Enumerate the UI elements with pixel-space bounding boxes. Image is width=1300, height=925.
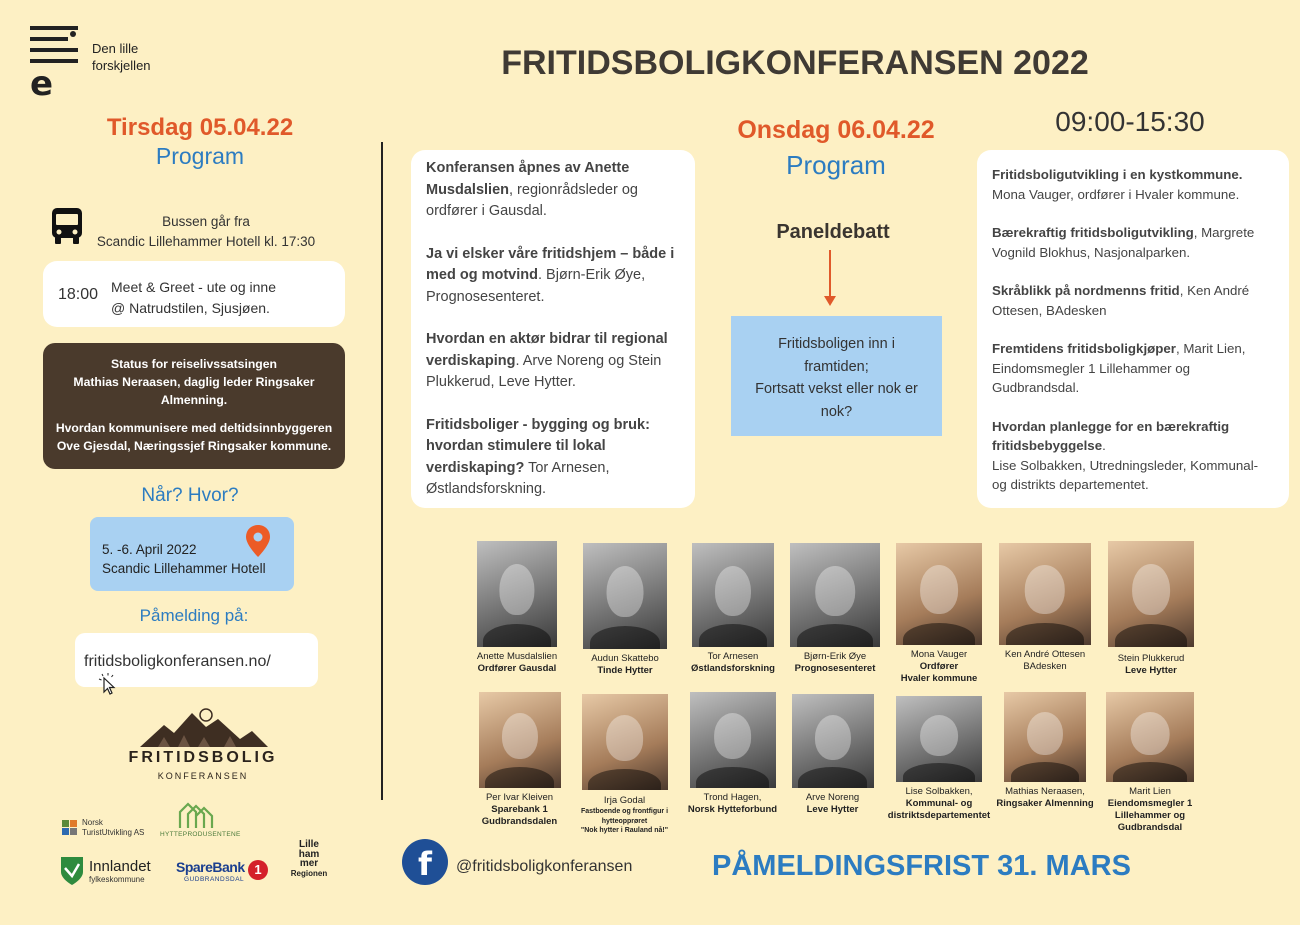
facebook-icon[interactable]: f <box>402 839 448 885</box>
fritidsbolig-logo-word1: FRITIDSBOLIG <box>128 749 278 766</box>
sponsor-norsk-turistutvikling <box>62 818 152 840</box>
speaker-photo <box>792 694 874 788</box>
speaker-role: Ordfører Gausdal <box>477 663 557 674</box>
speaker-role: Hvaler kommune <box>900 673 978 684</box>
speaker-name: Arve Noreng <box>805 792 860 803</box>
p1-bold2: Musdalslien <box>426 181 509 198</box>
speaker-role: Gudbrandsdal <box>1117 822 1183 833</box>
signup-heading: Påmelding på: <box>139 606 249 625</box>
sponsor-innlandet-line2: fylkeskommune <box>89 875 145 884</box>
speaker-name: Audun Skattebo <box>591 653 659 664</box>
location-place: Scandic Lillehammer Hotell <box>102 561 266 576</box>
speaker-role: Østlandsforskning <box>691 663 775 674</box>
day2-afternoon-card <box>977 150 1289 508</box>
p1-rest1: , regionrådsleder og <box>509 181 638 198</box>
location-pin-icon <box>245 524 271 563</box>
speaker-card <box>780 543 890 675</box>
sponsor-hytteprodusentene <box>160 800 240 842</box>
speaker-name: Mathias Neraasen, <box>1005 786 1085 797</box>
meet-greet-time: 18:00 <box>58 286 99 303</box>
meet-greet-line2: @ Natrudstilen, Sjusjøen. <box>111 300 270 316</box>
program-item-kystkommune <box>992 165 1287 204</box>
sponsor-sparebank <box>176 858 271 888</box>
speaker-card <box>678 543 788 675</box>
speaker-photo <box>1106 692 1194 782</box>
meet-greet-card <box>43 261 345 327</box>
status-box <box>43 343 345 469</box>
speaker-role: distriktsdepartementet <box>887 810 991 821</box>
p4-bold1: Fritidsboliger - bygging og bruk: <box>426 416 650 433</box>
registration-deadline: PÅMELDINGSFRIST 31. MARS <box>712 850 1131 882</box>
program-item-baerekraftig <box>992 223 1287 262</box>
speaker-card <box>990 543 1100 673</box>
bus-text-line2: Scandic Lillehammer Hotell kl. 17:30 <box>96 234 316 249</box>
logo-text-line1: Den lille <box>92 41 139 56</box>
speaker-photo <box>896 543 982 645</box>
panel-line1: Fritidsboligen inn i <box>778 336 895 352</box>
speaker-name: Bjørn-Erik Øye <box>803 651 867 662</box>
speaker-role: Kommunal- og <box>905 798 973 809</box>
i4-rest2: Eindomsmegler 1 Lillehammer og <box>992 360 1191 376</box>
status-line4: Hvordan kommunisere med deltidsinnbyggeren <box>55 421 333 435</box>
bus-icon <box>50 206 84 246</box>
panel-line3: Fortsatt vekst eller nok er <box>755 381 918 397</box>
speaker-role: Leve Hytter <box>1125 665 1177 676</box>
program-item-fremtidens <box>992 339 1287 398</box>
speaker-role: Ringsaker Almenning <box>996 798 1094 809</box>
panel-topic-box <box>731 316 942 436</box>
speaker-name: Lise Solbakken, <box>905 786 973 797</box>
arrow-down-icon <box>823 250 837 313</box>
speaker-photo <box>692 543 774 647</box>
speaker-card <box>462 541 572 675</box>
logo-dot-icon <box>70 31 76 37</box>
p4-bold2: hvordan stimulere til lokal <box>426 438 606 454</box>
speaker-photo <box>582 694 668 790</box>
speaker-role: hytteopprøret <box>601 817 648 825</box>
conference-time: 09:00-15:30 <box>1055 106 1205 137</box>
speaker-name: Ken André Ottesen <box>1004 649 1086 660</box>
p2-rest1: . Bjørn-Erik Øye, <box>537 267 646 283</box>
i1-rest: Mona Vauger, ordfører i Hvaler kommune. <box>992 186 1240 202</box>
p3-rest1: . Arve Noreng og Stein <box>515 352 662 369</box>
p1-rest2: ordfører i Gausdal. <box>426 203 547 219</box>
speaker-name: Tor Arnesen <box>707 651 759 662</box>
status-line5: Ove Gjesdal, Næringssjef Ringsaker kommune. <box>56 439 332 453</box>
sponsor-norsk-line2: TuristUtvikling AS <box>82 828 145 837</box>
speaker-card <box>1096 541 1206 677</box>
p1-bold1: Konferansen åpnes av Anette <box>426 160 630 176</box>
signup-url-link[interactable]: fritidsboligkonferansen.no/ <box>84 653 271 670</box>
speaker-role: Norsk Hytteforbund <box>687 804 778 815</box>
i1-bold: Fritidsboligutvikling i en kystkommune. <box>992 167 1243 182</box>
sponsor-lille-line3: mer <box>299 858 319 869</box>
speaker-card <box>884 543 994 685</box>
day2-morning-card <box>411 150 695 508</box>
when-where-heading: Når? Hvor? <box>141 485 239 506</box>
speaker-photo <box>477 541 557 647</box>
speaker-photo <box>583 543 667 649</box>
speaker-role: Tinde Hytter <box>597 665 653 676</box>
status-line1: Status for reiselivssatsingen <box>111 357 277 371</box>
sponsor-sparebank-line2: GUDBRANDSDAL <box>184 876 245 883</box>
panel-line4: nok? <box>820 403 853 420</box>
i3-bold: Skråblikk på nordmenns fritid <box>992 283 1180 298</box>
speaker-role: BAdesken <box>1023 661 1067 672</box>
speaker-card <box>780 694 885 816</box>
program-item-fritidshjem <box>426 244 691 309</box>
speaker-name: Per Ivar Kleiven <box>485 792 554 803</box>
speaker-photo <box>690 692 776 788</box>
speaker-name: Marit Lien <box>1129 786 1171 797</box>
day2-heading: Onsdag 06.04.22 <box>737 116 935 144</box>
i5-bold1: Hvordan planlegge for en bærekraftig <box>992 418 1230 434</box>
speaker-name: Anette Musdalslien <box>476 651 558 662</box>
column-divider <box>381 142 383 800</box>
program-item-skraablikk <box>992 281 1287 320</box>
sponsor-norsk-line1: Norsk <box>82 818 103 827</box>
p2-rest2: Prognosesenteret. <box>426 288 545 305</box>
fritidsbolig-logo-word2: KONFERANSEN <box>157 771 249 781</box>
speaker-card <box>572 694 677 836</box>
p4-bold3: verdiskaping? <box>426 459 525 476</box>
speaker-photo <box>1108 541 1194 647</box>
bus-text-line1: Bussen går fra <box>162 214 250 229</box>
speaker-card <box>680 692 785 816</box>
speaker-photo <box>896 696 982 782</box>
speaker-role: Gudbrandsdalen <box>481 816 558 827</box>
i4-bold: Fremtidens fritidsboligkjøper <box>992 341 1176 356</box>
speaker-card <box>462 692 577 828</box>
i5-rest2: Lise Solbakken, Utredningsleder, Kommunal- <box>992 457 1259 473</box>
location-date: 5. -6. April 2022 <box>102 542 197 557</box>
sponsor-lille-line1: Lille <box>298 839 319 850</box>
p3-bold2: verdiskaping <box>426 352 516 369</box>
hytteprodusentene-icon <box>178 800 214 828</box>
speaker-role: Ordfører <box>919 661 959 672</box>
status-line3: Almenning. <box>160 393 228 407</box>
speaker-card <box>990 692 1100 810</box>
cursor-click-icon <box>98 672 120 701</box>
p3-rest2: Plukkerud, Leve Hytter. <box>426 374 576 390</box>
speaker-photo <box>790 543 880 647</box>
i4-rest3: Gudbrandsdal. <box>992 380 1080 395</box>
i4-rest1: , Marit Lien, <box>1175 341 1246 356</box>
i3-rest1: , Ken André <box>1179 283 1250 298</box>
p2-bold1: Ja vi elsker våre fritidshjem – både i <box>426 245 675 262</box>
program-item-opening <box>426 158 691 223</box>
i2-rest1: , Margrete <box>1193 225 1255 240</box>
i3-rest2: Ottesen, BAdesken <box>992 302 1107 318</box>
organizer-logo <box>30 26 170 106</box>
speaker-photo <box>479 692 561 788</box>
fritidsbolig-logo <box>118 705 288 785</box>
sponsor-innlandet <box>60 856 170 888</box>
sponsor-lille-line2: ham <box>298 848 320 860</box>
sponsor-lillehammer-regionen <box>284 840 334 882</box>
i2-rest2: Vognild Blokhus, Nasjonalparken. <box>992 244 1191 260</box>
i2-bold: Bærekraftig fritidsboligutvikling <box>992 225 1194 240</box>
i5-rest1: . <box>1102 438 1106 453</box>
location-box <box>90 517 294 591</box>
p4-rest2: Østlandsforskning. <box>426 481 547 497</box>
speaker-role: Eiendomsmegler 1 <box>1107 798 1193 809</box>
day1-heading: Tirsdag 05.04.22 <box>106 114 294 141</box>
speaker-name: Stein Plukkerud <box>1117 653 1185 664</box>
sparebank-1-icon: 1 <box>248 860 268 880</box>
p3-bold1: Hvordan en aktør bidrar til regional <box>426 331 668 347</box>
program-item-planlegge <box>992 417 1287 495</box>
program-item-bygging <box>426 415 691 501</box>
sponsor-hytte-text: HYTTEPRODUSENTENE <box>160 831 241 838</box>
logo-text-line2: forskjellen <box>92 58 151 73</box>
program-item-verdiskaping <box>426 329 691 394</box>
speaker-name: Mona Vauger <box>910 649 968 660</box>
i5-rest3: og distrikts departementet. <box>992 477 1149 492</box>
speaker-role: "Nok hytter i Rauland nå!" <box>580 827 669 834</box>
status-line2: Mathias Neraasen, daglig leder Ringsaker <box>73 375 315 389</box>
speaker-role: Fastboende og frontfigur i <box>580 808 669 815</box>
sponsor-sparebank-line1: SpareBank <box>176 859 245 875</box>
speaker-photo <box>1004 692 1086 782</box>
mountain-icon <box>140 707 268 747</box>
speaker-role: Sparebank 1 <box>491 804 548 815</box>
speaker-role: Prognosesenteret <box>794 663 876 674</box>
logo-letter-e: e <box>30 64 54 104</box>
facebook-handle[interactable]: @fritidsboligkonferansen <box>456 858 633 875</box>
i5-bold2: fritidsbebyggelse <box>992 438 1103 453</box>
speaker-name: Trond Hagen, <box>703 792 762 803</box>
day1-program-label: Program <box>155 143 245 169</box>
panel-heading: Paneldebatt <box>776 221 890 243</box>
sponsor-lille-line4: Regionen <box>290 868 328 878</box>
p4-rest1: Tor Arnesen, <box>524 459 610 476</box>
day2-program-label: Program <box>786 150 886 180</box>
speaker-role: Lillehammer og <box>1114 810 1186 821</box>
speaker-role: Leve Hytter <box>806 804 859 815</box>
speaker-photo <box>999 543 1091 645</box>
p2-bold2: med og motvind <box>426 267 538 283</box>
sponsor-innlandet-line1: Innlandet <box>89 858 151 875</box>
speaker-card <box>570 543 680 677</box>
speaker-name: Irja Godal <box>603 795 646 806</box>
page-title: FRITIDSBOLIGKONFERANSEN 2022 <box>501 44 1089 82</box>
speaker-card <box>886 696 992 822</box>
panel-line2: framtiden; <box>804 358 869 375</box>
innlandet-shield-icon <box>60 856 84 886</box>
speaker-card <box>1096 692 1204 834</box>
meet-greet-line1: Meet & Greet - ute og inne <box>111 279 276 295</box>
